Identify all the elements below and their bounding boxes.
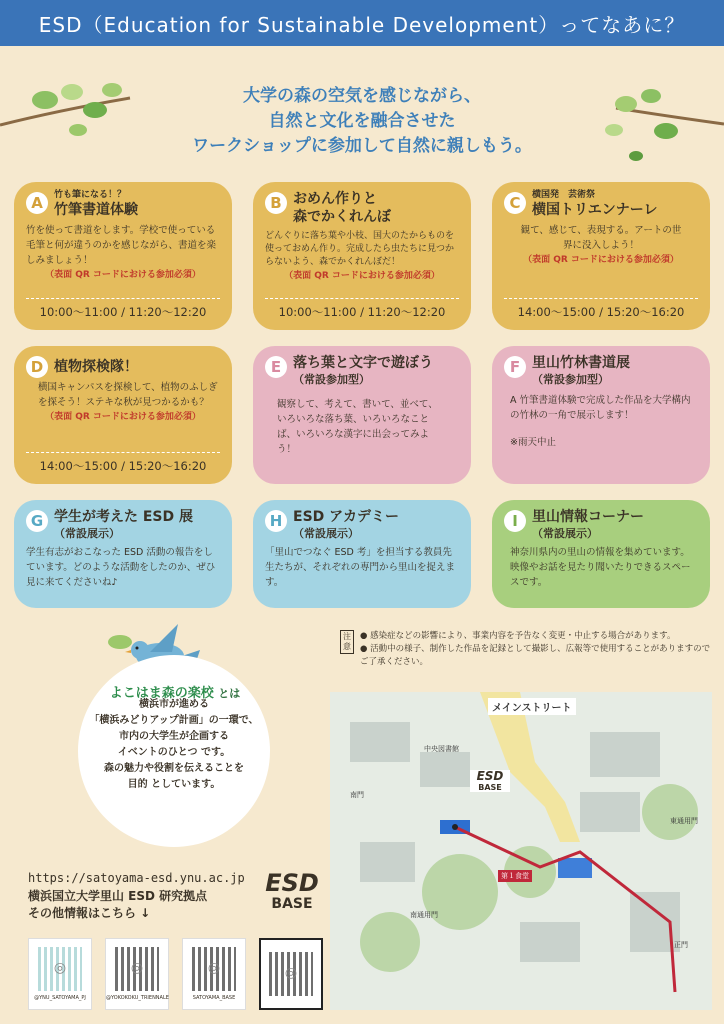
card-g [14,500,232,608]
card-title: 学生が考えた ESD 展 [54,509,194,525]
card-a [14,182,232,330]
qr-code-triennale[interactable] [105,938,169,1010]
card-letter: A [26,192,48,214]
caution-notice [340,630,714,669]
card-body: 観察して、考えて、書いて、並べて、いろいろな落ち葉、いろいろなことば、いろいろな漢字に出会ってみよう！ [277,399,438,455]
about-title [85,682,265,701]
tagline-line: 自然と文化を融合させた [268,111,456,131]
card-body: どんぐりに落ち葉や小枝、国大のたからものを使っておめん作り。完成したら虫たちに見つからないよう、森でかくれんぼだ！ [265,231,455,267]
card-subtitle: （常設展示） [532,527,598,540]
card-title: 横国トリエンナーレ [532,202,658,218]
caution-item: ● 活動中の様子、制作した作品を記録として撮影し、広報等で使用することがありますのでご了承ください。 [360,643,714,669]
qr-code-icon [269,952,313,996]
card-title: 里山竹林書道展 [532,355,630,371]
lab-name [28,888,207,922]
card-body: 学生有志がおこなった ESD 活動の報告をしています。どのような活動をしたのか、ぜひ見に来てくださいね♪ [26,547,216,588]
card-c [492,182,710,330]
card-note: （表面 QR コードにおける参加必須） [45,270,201,280]
qr-code-ynu[interactable] [28,938,92,1010]
card-letter: I [504,510,526,532]
leaf-branch-right-icon [596,86,724,166]
card-letter: E [265,356,287,378]
card-kicker: 竹も筆になる！？ [54,190,127,200]
card-body: A 竹筆書道体験で完成した作品を大学構内の竹林の一角で展示します！ [510,395,691,421]
qr-code-satoyama-base[interactable] [182,938,246,1010]
card-title: 植物探検隊！ [54,359,138,375]
about-line: 横浜市が進める [139,699,209,710]
card-time: 10:00〜11:00 / 11:20〜12:20 [26,298,220,320]
logo-bottom: BASE [271,896,313,912]
page-header [0,0,724,46]
card-time: 14:00〜15:00 / 15:20〜16:20 [26,452,220,474]
more-info-line: その他情報はこちら ↓ [28,906,151,920]
card-time: 14:00〜15:00 / 15:20〜16:20 [504,298,698,320]
card-i [492,500,710,608]
qr-caption: @YOKOKOKU_TRIENNALE [106,995,169,1001]
about-line: 市内の大学生が企画する [119,731,229,742]
card-d [14,346,232,484]
card-letter: C [504,192,526,214]
card-b [253,182,471,330]
qr-code-web[interactable] [259,938,323,1010]
about-line: 森の魅力や役割を伝えることを [104,763,244,774]
card-subtitle: （常設参加型） [293,373,370,386]
site-url[interactable]: https://satoyama-esd.ynu.ac.jp [28,871,245,885]
card-letter: G [26,510,48,532]
card-body: 観て、感じて、表現する。アートの世界に没入しよう！ [520,225,682,251]
card-note: （表面 QR コードにおける参加必須） [284,271,440,281]
page-title: ESD（Education for Sustainable Development）ってなあに？ [38,12,686,37]
caution-item: ● 感染症などの影響により、事業内容を予告なく変更・中止する場合があります。 [360,630,714,643]
card-title: 竹筆書道体験 [54,202,138,218]
card-f [492,346,710,484]
instagram-qr-icon [38,947,82,991]
map-label-main-gate: 正門 [674,941,688,949]
card-title: おめん作りと [293,191,377,207]
card-kicker: 横国発 芸術祭 [532,190,596,200]
card-letter: D [26,356,48,378]
instagram-qr-icon [192,947,236,991]
instagram-qr-icon [115,947,159,991]
caution-tag: 注意 [340,630,354,654]
lab-line: 横浜国立大学里山 ESD 研究拠点 [28,889,208,903]
card-body: 横国キャンパスを探検して、植物のふしぎを探そう！ステキな秋が見つかるかも？ [38,382,218,408]
card-body: 神奈川県内の里山の情報を集めています。映像やお話を見たり聞いたりできるスペースです。 [510,547,691,588]
card-body: 「里山でつなぐ ESD 考」を担当する教員先生たちが、それぞれの専門から里山を捉えます。 [265,547,456,588]
leaf-branch-left-icon [0,80,140,150]
card-title: ESD アカデミー [293,509,400,525]
card-e [253,346,471,484]
card-letter: H [265,510,287,532]
map-label-south-gate: 南門 [350,791,364,799]
card-letter: B [265,192,287,214]
card-title: 森でかくれんぼ [293,209,391,225]
card-note: （表面 QR コードにおける参加必須） [523,255,679,265]
map-logo-bottom: BASE [478,783,502,792]
about-line: 目的 としています。 [127,779,221,790]
qr-caption: @YNU_SATOYAMA_PJ [34,995,86,1001]
map-label-first-cafeteria: 第１食堂 [498,870,532,882]
about-name: よこはま森の楽校 [109,686,214,701]
campus-map [330,692,712,1010]
card-note: （表面 QR コードにおける参加必須） [45,412,201,422]
card-title: 落ち葉と文字で遊ぼう [293,355,433,371]
about-line: イベントのひとつ です。 [117,747,231,758]
map-graphic [330,692,712,1010]
about-line: 「横浜みどりアップ計画」の一環で、 [89,715,259,726]
map-label-east-gate: 東通用門 [670,817,698,825]
map-label-library: 中央図書館 [424,745,459,753]
card-body: 竹を使って書道をします。学校で使っている毛筆と何が違うのかを感じながら、書道を楽しみましょう！ [26,225,217,266]
logo-top: ESD [265,869,319,897]
card-subtitle: （常設参加型） [532,373,609,386]
tagline [150,84,574,159]
qr-caption: SATOYAMA_BASE [192,995,236,1001]
card-subtitle: （常設展示） [54,527,120,540]
esd-base-logo [262,870,322,920]
map-esd-base-logo [470,770,510,792]
about-suffix: とは [218,687,241,700]
map-logo-top: ESD [476,769,504,783]
tagline-line: 大学の森の空気を感じながら、 [243,86,481,106]
card-letter: F [504,356,526,378]
map-main-street: メインストリート [488,698,576,715]
card-title: 里山情報コーナー [532,509,644,525]
tagline-line: ワークショップに参加して自然に親しもう。 [192,136,532,156]
map-label-south-side-gate: 南通用門 [410,911,438,919]
card-h [253,500,471,608]
card-time: 10:00〜11:00 / 11:20〜12:20 [265,298,459,320]
card-note: ※雨天中止 [510,437,556,448]
card-subtitle: （常設展示） [293,527,359,540]
